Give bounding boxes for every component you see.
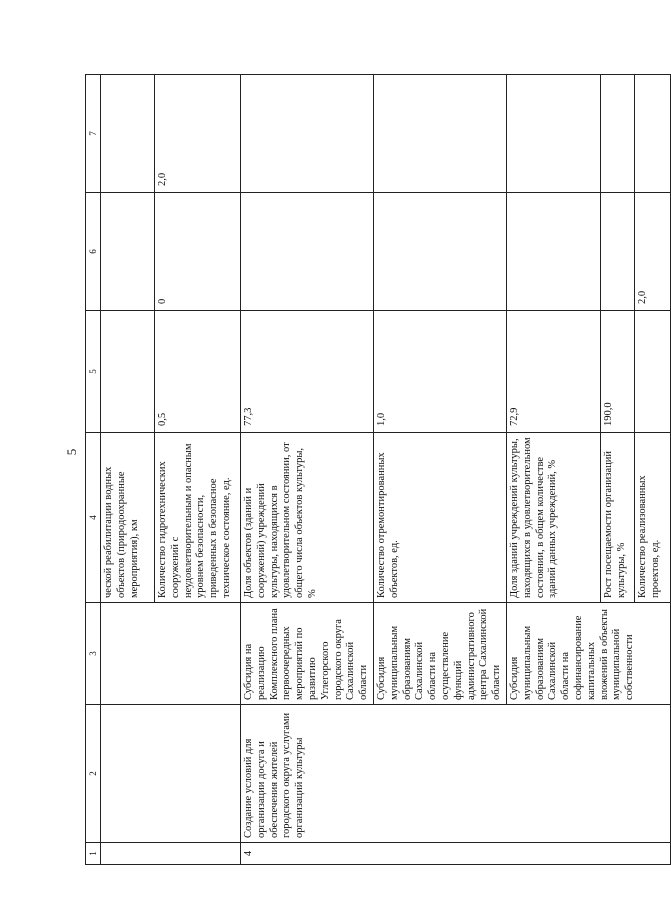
cell-empty (101, 843, 241, 865)
indicator-cell: ческой реабилитации водных объектов (природоохранные мероприятия), км (101, 433, 155, 603)
value-cell (241, 193, 374, 311)
table-row (101, 75, 155, 865)
value-cell: 72,9 (506, 311, 600, 433)
measure-cell: Субсидия на реализацию Комплексного плана первоочередных мероприятий по развитию Углегорского городского округа Сахалинской области (241, 603, 374, 705)
measure-cell: Субсидия муниципальным образованиям Сахалинской области на осуществление функций административного центра Сахалинской области (373, 603, 506, 705)
value-cell (101, 311, 155, 433)
cell-empty (101, 603, 241, 705)
value-cell: 2,0 (634, 193, 670, 311)
header-col-6: 6 (86, 193, 101, 311)
header-col-1: 1 (86, 843, 101, 865)
value-cell (600, 75, 634, 193)
value-cell: 2,0 (155, 75, 241, 193)
table-row (241, 75, 374, 865)
value-cell: 0 (155, 193, 241, 311)
cell-empty (101, 705, 241, 843)
header-col-7: 7 (86, 75, 101, 193)
value-cell (101, 75, 155, 193)
header-col-4: 4 (86, 433, 101, 603)
value-cell (101, 193, 155, 311)
value-cell (634, 311, 670, 433)
value-cell (506, 193, 600, 311)
header-col-3: 3 (86, 603, 101, 705)
value-cell: 0,5 (155, 311, 241, 433)
value-cell (634, 75, 670, 193)
value-cell: 77,3 (241, 311, 374, 433)
page-number: 5 (64, 448, 79, 456)
measure-cell: Субсидия муниципальным образованиям Сахалинской области на софинансирование капитальных вложений в объекты муниципальной собственности (506, 603, 670, 705)
value-cell (600, 193, 634, 311)
value-cell (373, 75, 506, 193)
header-row (86, 75, 101, 865)
header-col-5: 5 (86, 311, 101, 433)
value-cell: 1,0 (373, 311, 506, 433)
indicator-cell: Количество отремонтированных объектов, ед. (373, 433, 506, 603)
header-col-2: 2 (86, 705, 101, 843)
indicator-cell: Доля объектов (зданий и сооружений) учреждений культуры, находящихся в удовлетворительном состоянии, от общего числа объектов культуры, % (241, 433, 374, 603)
value-cell (506, 75, 600, 193)
indicator-cell: Количество гидротехнических сооружений с неудовлетворительным и опасным уровнем безопасности, приведенных в безопасное техническое состояние, ед. (155, 433, 241, 603)
row-number: 4 (241, 843, 671, 865)
indicators-table (85, 74, 671, 865)
indicator-cell: Количество реализованных проектов, ед. (634, 433, 670, 603)
task-cell: Создание условий для организации досуга и обеспечения жителей городского округа услугами организаций культуры (241, 705, 671, 843)
value-cell: 190,0 (600, 311, 634, 433)
indicator-cell: Рост посещаемости организаций культуры, % (600, 433, 634, 603)
rotated-table-container (85, 75, 661, 865)
value-cell (241, 75, 374, 193)
indicator-cell: Доля зданий учреждений культуры, находящихся в удовлетворительном состоянии, в общем количестве зданий данных учреждений, % (506, 433, 600, 603)
value-cell (373, 193, 506, 311)
